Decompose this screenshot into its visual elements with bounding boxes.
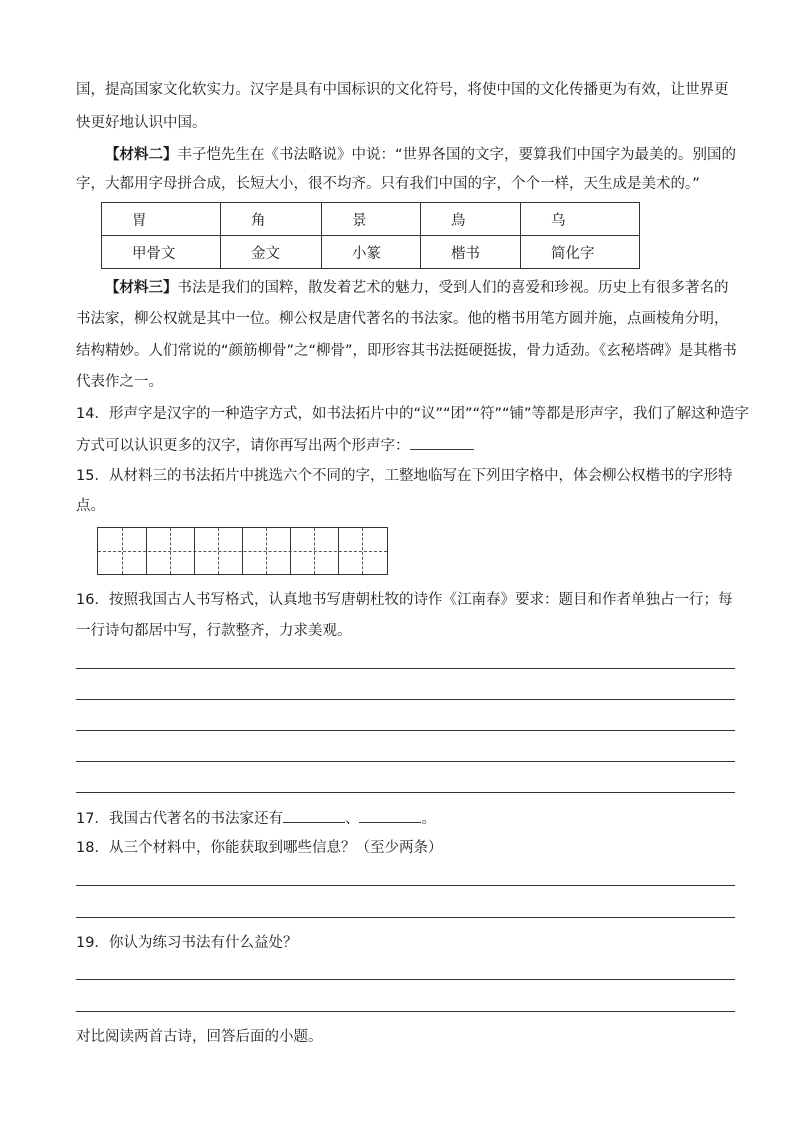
q17-prefix: 17．我国古代著名的书法家还有 (76, 811, 283, 827)
grid-divider (338, 528, 339, 574)
material-3-line-3: 结构精妙。人们常说的“颜筋柳骨”之“柳骨”，即形容其书法挺硬挺拔，骨力适劲。《玄秘塔碑》是其楷书 (76, 343, 737, 359)
grid-divider (194, 528, 195, 574)
q14-text-2: 方式可以认识更多的汉字，请你再写出两个形声字： (76, 438, 410, 454)
answer-line[interactable] (76, 885, 735, 886)
answer-line[interactable] (76, 699, 735, 700)
footer-instruction: 对比阅读两首古诗，回答后面的小题。 (76, 1029, 323, 1045)
material-3-line-2: 书法家，柳公权就是其中一位。柳公权是唐代著名的书法家。他的楷书用笔方圆并施，点画棱角分明， (76, 311, 729, 327)
answer-line[interactable] (76, 761, 735, 762)
table-cell: 角 (221, 203, 322, 236)
table-cell: 小篆 (322, 236, 421, 269)
q15-line-2: 点。 (76, 498, 105, 514)
answer-line[interactable] (76, 792, 735, 793)
table-cell: 乌 (521, 203, 640, 236)
answer-line[interactable] (76, 979, 735, 980)
grid-divider (266, 528, 267, 574)
material-2-line-1 (105, 145, 736, 165)
grid-divider (314, 528, 315, 574)
q16-line-2: 一行诗句都居中写，行款整齐，力求美观。 (76, 623, 352, 639)
table-cell: 胃 (102, 203, 221, 236)
table-cell: 金文 (221, 236, 322, 269)
q14-line-1: 14．形声字是汉字的一种造字方式，如书法拓片中的“议”“团”“符”“铺”等都是形声字，我们了解这种造字 (76, 406, 750, 422)
q17-answer-blank-2[interactable] (359, 808, 421, 823)
q14-answer-blank[interactable] (410, 435, 474, 450)
material-3-text-1: 书法是我们的国粹，散发着艺术的魅力，受到人们的喜爱和珍视。历史上有很多著名的 (177, 280, 729, 296)
table-cell: 景 (322, 203, 421, 236)
q17-suffix: 。 (421, 811, 436, 827)
grid-divider (290, 528, 291, 574)
material-2-line-2: 字，大都用字母拼合成，长短大小，很不均齐。只有我们中国的字，个个一样，天生成是美术的。” (76, 176, 700, 192)
grid-divider (218, 528, 219, 574)
intro-line-2: 快更好地认识中国。 (76, 115, 207, 131)
q14-line-2 (76, 435, 474, 456)
answer-line[interactable] (76, 917, 735, 918)
material-3-line-1 (105, 278, 729, 298)
question-19: 19．你认为练习书法有什么益处？ (76, 935, 298, 951)
table-row-scripts (102, 236, 640, 269)
material-2-text-1: 丰子恺先生在《书法略说》中说：“世界各国的文字，要算我们中国字为最美的。别国的 (177, 147, 737, 163)
q17-answer-blank-1[interactable] (283, 808, 345, 823)
q17-separator: 、 (344, 811, 360, 827)
q15-line-1: 15．从材料三的书法拓片中挑选六个不同的字，工整地临写在下列田字格中，体会柳公权楷书的字形特 (76, 468, 733, 484)
script-comparison-table (101, 202, 640, 269)
question-17 (76, 808, 436, 829)
answer-line[interactable] (76, 730, 735, 731)
intro-line-1: 国，提高国家文化软实力。汉字是具有中国标识的文化符号，将使中国的文化传播更为有效，让世界更 (76, 82, 729, 98)
grid-divider (146, 528, 147, 574)
table-cell: 鳥 (421, 203, 521, 236)
grid-divider (170, 528, 171, 574)
grid-divider (362, 528, 363, 574)
table-cell: 甲骨文 (102, 236, 221, 269)
answer-line[interactable] (76, 668, 735, 669)
material-3-line-4: 代表作之一。 (76, 374, 163, 390)
grid-divider (242, 528, 243, 574)
table-cell: 简化字 (521, 236, 640, 269)
answer-line[interactable] (76, 1011, 735, 1012)
table-row-chars (102, 203, 640, 236)
q16-line-1: 16．按照我国古人书写格式，认真地书写唐朝杜牧的诗作《江南春》要求：题目和作者单独占一行；每 (76, 592, 733, 608)
material-2-tag: 【材料二】 (105, 147, 178, 163)
question-18: 18．从三个材料中，你能获取到哪些信息？（至少两条） (76, 840, 443, 856)
tianzige-grid[interactable] (97, 527, 388, 575)
table-cell: 楷书 (421, 236, 521, 269)
grid-divider (122, 528, 123, 574)
material-3-tag: 【材料三】 (105, 280, 178, 296)
